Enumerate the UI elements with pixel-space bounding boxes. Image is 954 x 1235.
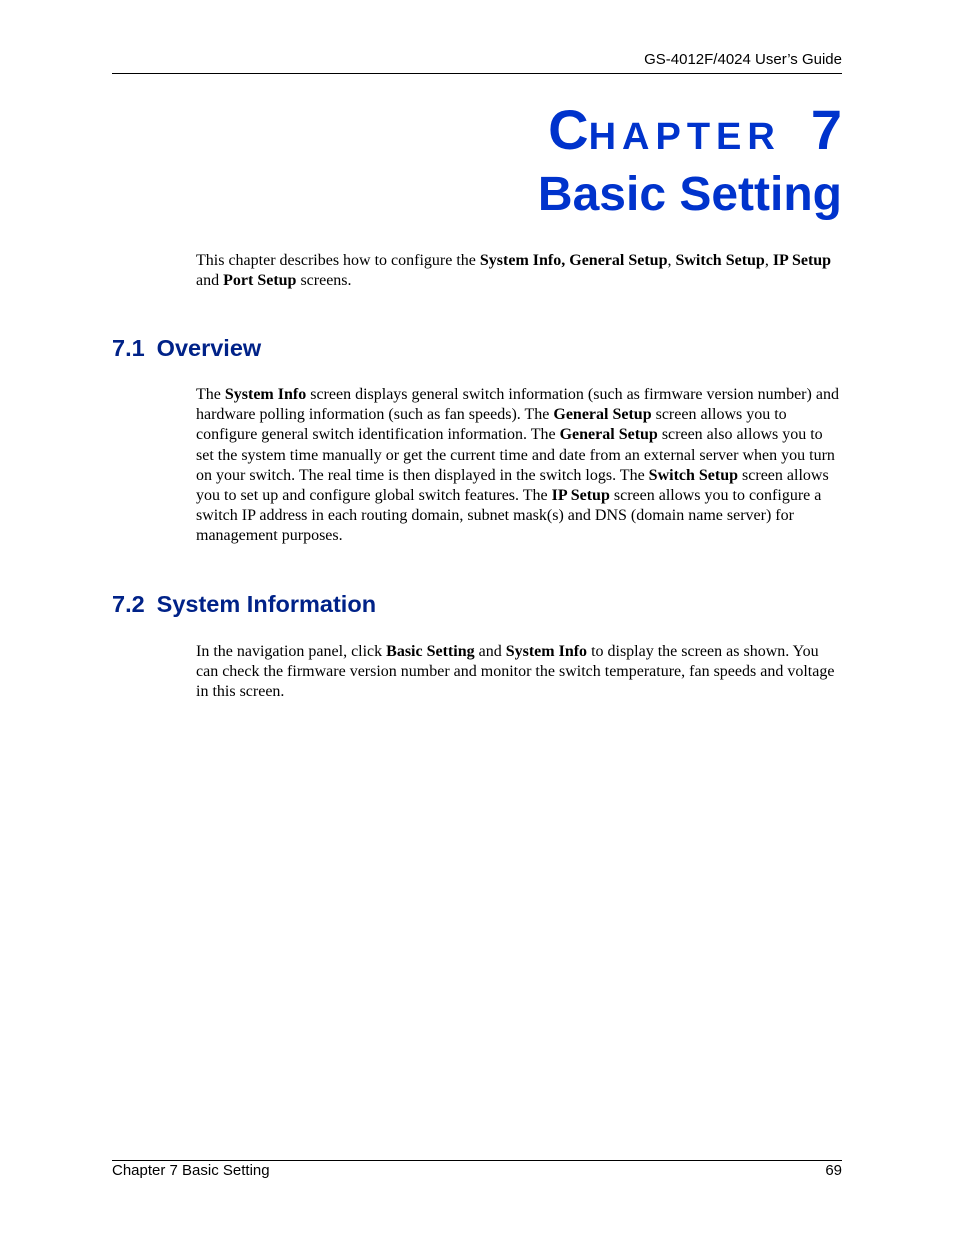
section-number: 7.2 (112, 591, 145, 617)
chapter-word-rest: HAPTER (588, 116, 781, 158)
footer-chapter-label: Chapter 7 Basic Setting (112, 1162, 270, 1179)
section-title: Overview (156, 335, 262, 361)
chapter-label (548, 100, 842, 162)
section-heading-system-information (112, 590, 376, 618)
running-header: GS-4012F/4024 User’s Guide (644, 51, 842, 68)
system-information-paragraph: In the navigation panel, click Basic Setting and System Info to display the screen as shown. You can check the firmware version number and monitor the switch temperature, fan speeds and voltage in this screen. (196, 643, 835, 701)
chapter-number: 7 (810, 98, 842, 161)
overview-paragraph: The System Info screen displays general switch information (such as firmware version number) and hardware polling information (such as fan speeds). The General Setup screen allows you to configure general switch identification information. The General Setup screen also allows you to set the system time manually or get the current time and date from an external server when you turn on your switch. The real time is then displayed in the switch logs. The Switch Setup screen allows you to set up and configure global switch features. The IP Setup screen allows you to configure a switch IP address in each routing domain, subnet mask(s) and DNS (domain name server) for management purposes. (196, 386, 839, 545)
header-rule (112, 73, 842, 74)
section-number: 7.1 (112, 335, 145, 361)
page-number: 69 (825, 1162, 842, 1179)
section-heading-overview (112, 334, 261, 362)
intro-paragraph: This chapter describes how to configure the System Info, General Setup, Switch Setup, IP Setup and Port Setup screens. (196, 252, 832, 290)
chapter-initial: C (548, 98, 589, 161)
chapter-title: Basic Setting (537, 168, 842, 221)
section-title: System Information (156, 591, 377, 617)
footer-rule (112, 1160, 842, 1161)
